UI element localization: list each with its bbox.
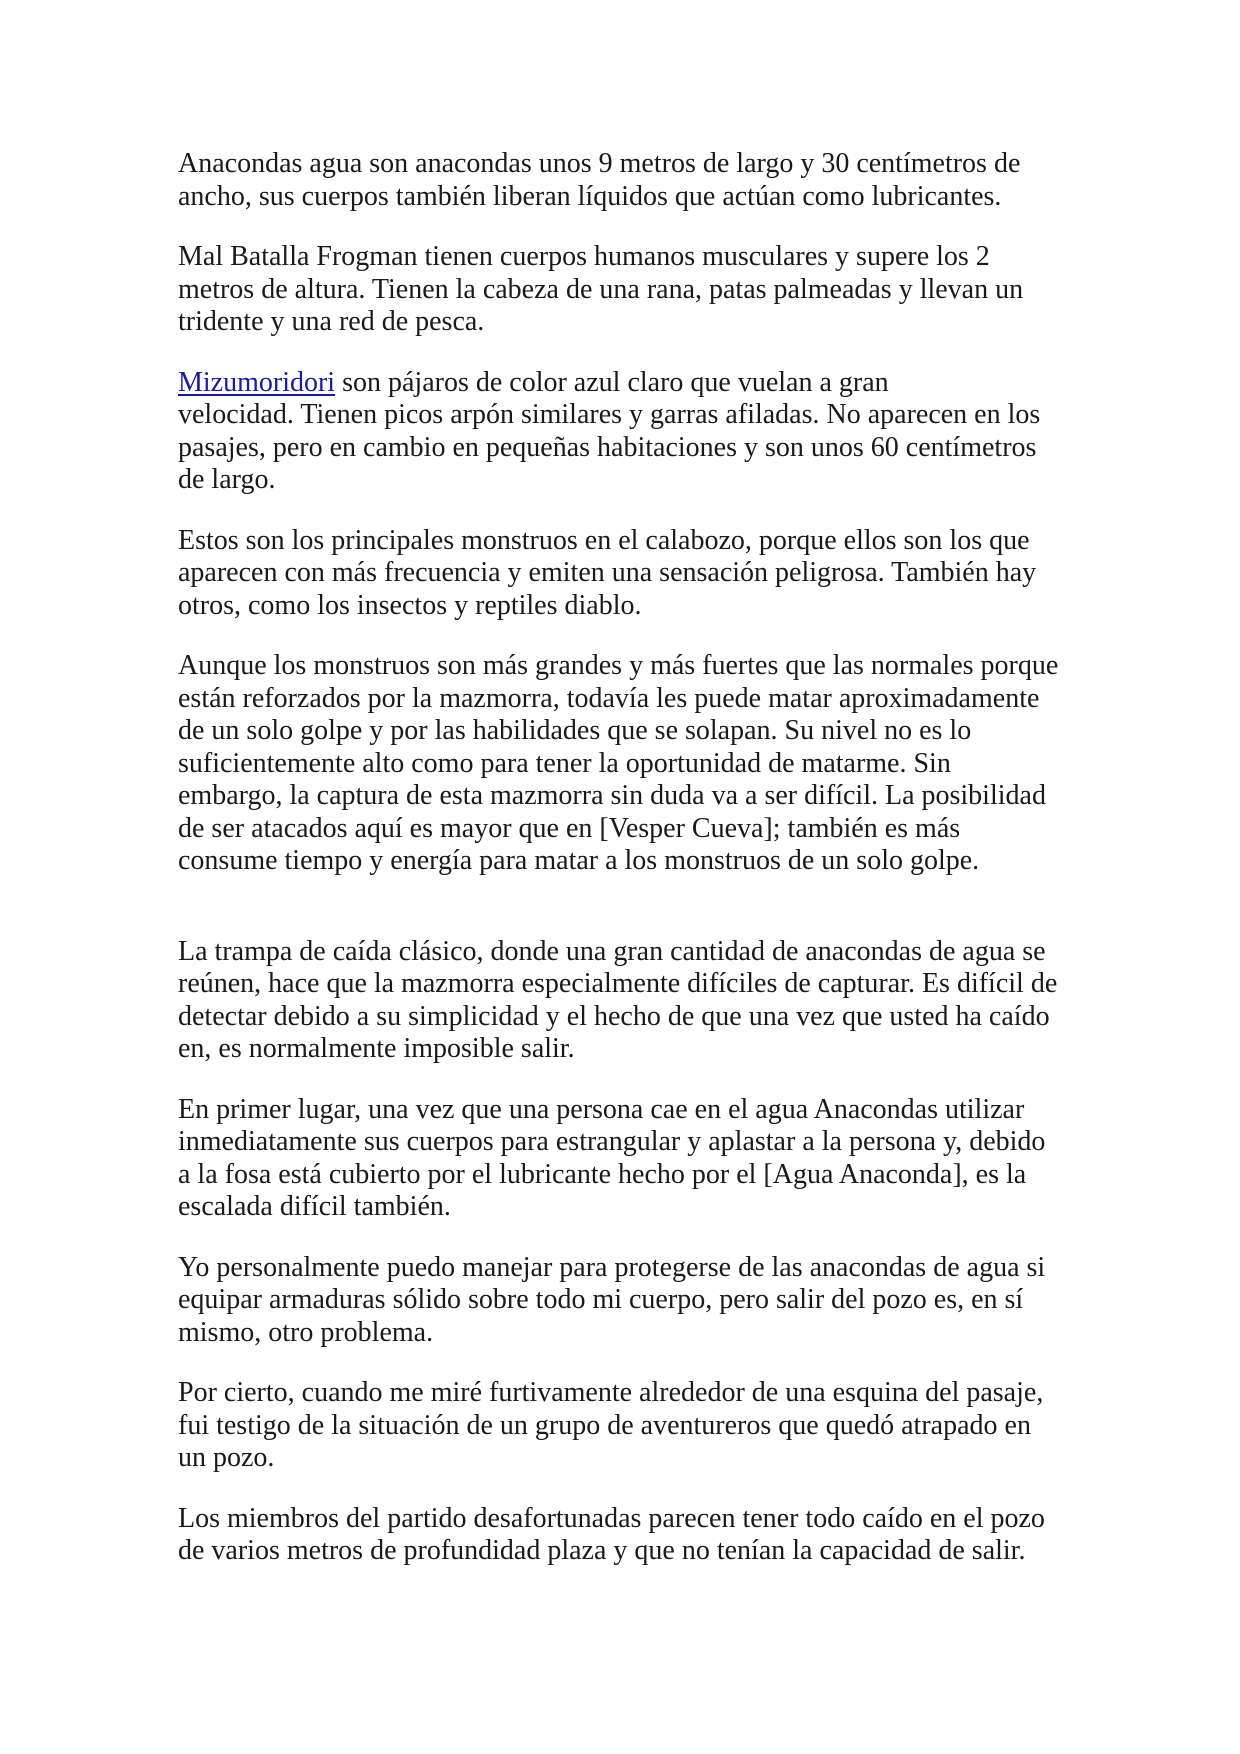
text-line: Estos son los principales monstruos en el calabozo, porque ellos son los que <box>178 524 1030 556</box>
text-line: reúnen, hace que la mazmorra especialmente difíciles de capturar. Es difícil de <box>178 968 1058 999</box>
paragraph-main-monsters <box>178 525 1083 623</box>
paragraph-party-members <box>178 1503 1083 1568</box>
text-line: un pozo. <box>178 1442 275 1473</box>
text-line <box>178 367 1083 400</box>
document-body <box>178 148 1083 1596</box>
text-line: detectar debido a su simplicidad y el hecho de que una vez que usted ha caído <box>178 1000 1050 1032</box>
text-line: otros, como los insectos y reptiles diablo. <box>178 589 642 621</box>
text-line: tridente y una red de pesca. <box>178 306 485 337</box>
text-line: de un solo golpe y por las habilidades que se solapan. Su nivel no es lo <box>178 715 972 746</box>
text-line: Aunque los monstruos son más grandes y más fuertes que las normales porque <box>178 650 1059 681</box>
paragraph-personal-protection <box>178 1252 1083 1350</box>
text-line: En primer lugar, una vez que una persona cae en el agua Anacondas utilizar <box>178 1093 1025 1125</box>
text-line: embargo, la captura de esta mazmorra sin duda va a ser difícil. La posibilidad <box>178 780 1046 811</box>
paragraph-monster-strength <box>178 650 1083 878</box>
text-line: velocidad. Tienen picos arpón similares y garras afiladas. No aparecen en los <box>178 399 1041 430</box>
text-line: equipar armaduras sólido sobre todo mi cuerpo, pero salir del pozo es, en sí <box>178 1284 1024 1315</box>
text-line: fui testigo de la situación de un grupo de aventureros que quedó atrapado en <box>178 1409 1031 1441</box>
text-line: consume tiempo y energía para matar a los monstruos de un solo golpe. <box>178 845 980 876</box>
text-line: aparecen con más frecuencia y emiten una sensación peligrosa. También hay <box>178 557 1037 588</box>
text-line: en, es normalmente imposible salir. <box>178 1033 575 1064</box>
paragraph-witness <box>178 1377 1083 1475</box>
paragraph-first-place <box>178 1094 1083 1224</box>
text-line: de largo. <box>178 464 276 495</box>
text-line: a la fosa está cubierto por el lubricante hecho por el [Agua Anaconda], es la <box>178 1158 1027 1190</box>
text-line: de varios metros de profundidad plaza y que no tenían la capacidad de salir. <box>178 1535 1026 1566</box>
text-line: inmediatamente sus cuerpos para estrangular y aplastar a la persona y, debido <box>178 1126 1046 1157</box>
text-line: escalada difícil también. <box>178 1191 451 1222</box>
text-fragment: son pájaros de color azul claro que vuelan a gran <box>335 366 889 398</box>
text-line: de ser atacados aquí es mayor que en [Vesper Cueva]; también es más <box>178 812 961 844</box>
text-line: Los miembros del partido desafortunadas parecen tener todo caído en el pozo <box>178 1502 1045 1534</box>
text-line: Por cierto, cuando me miré furtivamente alrededor de una esquina del pasaje, <box>178 1377 1044 1408</box>
text-line: Mal Batalla Frogman tienen cuerpos humanos musculares y supere los 2 <box>178 241 990 272</box>
text-line: suficientemente alto como para tener la oportunidad de matarme. Sin <box>178 747 951 779</box>
paragraph-frogman <box>178 241 1083 339</box>
text-line: metros de altura. Tienen la cabeza de una rana, patas palmeadas y llevan un <box>178 273 1024 305</box>
text-line: La trampa de caída clásico, donde una gran cantidad de anacondas de agua se <box>178 935 1046 967</box>
paragraph-water-anacondas <box>178 148 1083 213</box>
text-line: Anacondas agua son anacondas unos 9 metros de largo y 30 centímetros de <box>178 148 1021 179</box>
paragraph-mizumoridori <box>178 367 1083 497</box>
text-line: mismo, otro problema. <box>178 1316 434 1348</box>
text-line: pasajes, pero en cambio en pequeñas habitaciones y son unos 60 centímetros <box>178 431 1037 463</box>
text-line: están reforzados por la mazmorra, todavía les puede matar aproximadamente <box>178 682 1040 714</box>
text-line: ancho, sus cuerpos también liberan líquidos que actúan como lubricantes. <box>178 180 1002 212</box>
mizumoridori-link[interactable]: Mizumoridori <box>178 366 336 398</box>
paragraph-fall-trap <box>178 936 1083 1066</box>
text-line: Yo personalmente puedo manejar para protegerse de las anacondas de agua si <box>178 1251 1046 1283</box>
